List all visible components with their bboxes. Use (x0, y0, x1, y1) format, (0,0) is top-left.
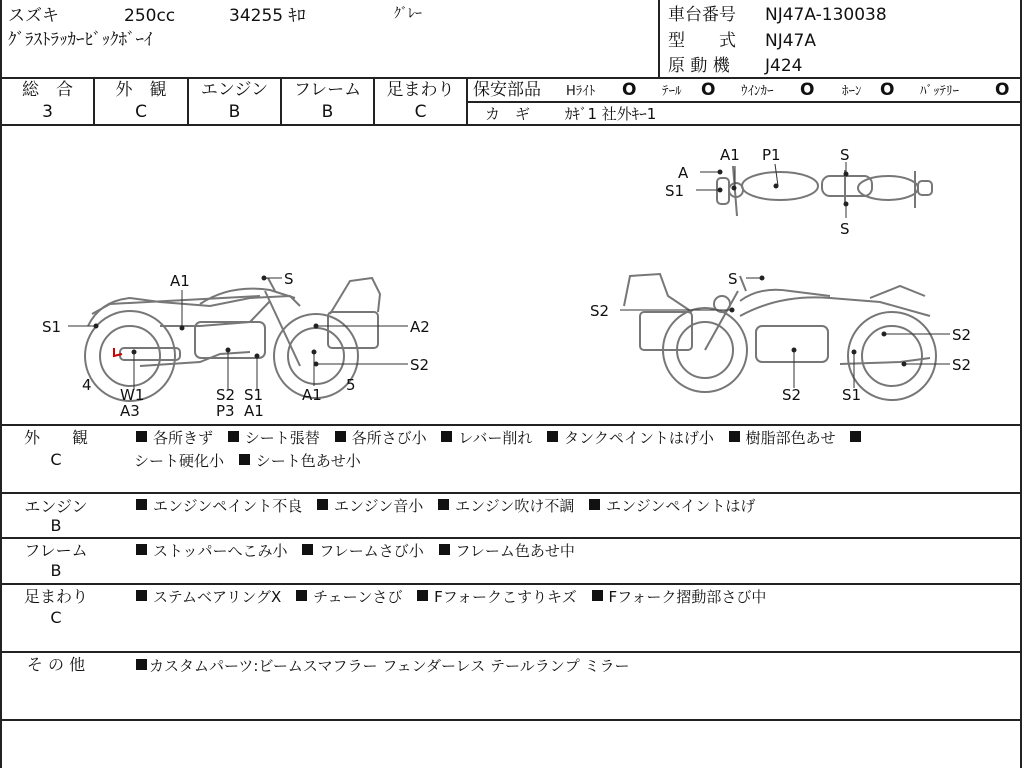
bike-left-view (85, 278, 380, 401)
remarks-rule (0, 719, 1022, 721)
label-left-a2: A2 (410, 318, 430, 336)
remark-items-other (136, 656, 629, 676)
remark-grade-suspension: C (50, 608, 62, 627)
remark-item: ストッパーへこみ小 (153, 542, 288, 560)
key-label: カ ギ (485, 105, 531, 123)
grade-label-overall: 総 合 (22, 80, 73, 100)
safety-mark: O (800, 80, 815, 100)
remark-item: フレーム色あせ中 (455, 542, 575, 560)
grade-label-engine: エンジン (200, 80, 269, 100)
engine-label: 原 動 機 (668, 56, 730, 76)
safety-item-winker: ｳｲﾝｶｰ (741, 84, 774, 99)
mileage: 34255 ｷﾛ (229, 6, 306, 26)
grade-divider (466, 78, 468, 125)
grade-label-suspension: 足まわり (386, 80, 455, 100)
label-left-4: 4 (82, 376, 92, 394)
remark-item: フレームさび小 (319, 542, 424, 560)
grade-value-engine: B (228, 102, 241, 122)
remark-item: シート張替 (244, 429, 320, 447)
grade-value-overall: 3 (42, 102, 53, 122)
remarks-rule (0, 537, 1022, 539)
grade-value-suspension: C (414, 102, 427, 122)
bike-right-view (624, 274, 936, 400)
label-top-a: A (678, 164, 689, 182)
label-right-s2-a: S2 (952, 326, 972, 344)
remark-items-suspension (136, 587, 766, 607)
remark-item: ステムベアリングX (153, 588, 282, 606)
remark-label-exterior: 外 観 (23, 428, 88, 447)
diagram-bottom-rule (0, 424, 1022, 426)
safety-mark: O (995, 80, 1010, 100)
bike-top-view (717, 166, 932, 216)
remarks-rule (0, 583, 1022, 585)
label-left-5: 5 (346, 376, 356, 394)
grade-value-exterior: C (135, 102, 147, 122)
safety-mark: O (622, 80, 637, 100)
safety-item-horn: ﾎｰﾝ (842, 84, 862, 99)
remark-item: シート色あせ小 (255, 452, 361, 470)
label-left-a3: A3 (120, 402, 140, 420)
remark-item: シート硬化小 (134, 452, 225, 470)
callout-lines (68, 162, 950, 390)
chassis-value: NJ47A-130038 (765, 5, 887, 25)
remark-item: カスタムパーツ:ビームスマフラー フェンダーレス テールランプ ミラー (149, 657, 630, 675)
label-left-s2: S2 (410, 356, 430, 374)
remarks-rule (0, 651, 1022, 653)
label-top-s: S (840, 146, 850, 164)
chassis-label: 車台番号 (668, 5, 736, 25)
key-value: ｶｷﾞ1 社外ｷｰ1 (565, 105, 657, 123)
remark-label-suspension: 足まわり (23, 587, 88, 606)
model-name: ｸﾞﾗｽﾄﾗｯｶｰﾋﾞｯｸﾎﾞｰｲ (8, 30, 153, 50)
safety-mark: O (880, 80, 895, 100)
safety-item-tail: ﾃｰﾙ (662, 84, 682, 99)
color: ｸﾞﾚｰ (394, 6, 422, 22)
label-right-s: S (728, 270, 738, 288)
remark-item: Fフォークこすりキズ (434, 588, 577, 606)
type-label: 型 式 (668, 31, 736, 51)
remark-label-engine: エンジン (24, 497, 88, 516)
label-left-p3: P3 (216, 402, 235, 420)
displacement: 250cc (124, 6, 176, 26)
label-right-s2-bottom: S2 (782, 386, 802, 404)
remark-item: 各所きず (153, 429, 214, 447)
remark-items-frame (136, 541, 575, 561)
remark-item: 各所さび小 (351, 429, 427, 447)
safety-item-battery: ﾊﾞｯﾃﾘｰ (920, 84, 959, 99)
remark-item: Fフォーク摺動部さび中 (608, 588, 767, 606)
type-value: NJ47A (765, 31, 816, 51)
remark-item: エンジン吹け不調 (455, 497, 575, 515)
label-left-s1: S1 (42, 318, 62, 336)
make: スズキ (8, 6, 59, 26)
grade-label-frame: フレーム (293, 80, 362, 100)
header-divider (658, 0, 660, 78)
remark-items-exterior-line2 (134, 451, 361, 471)
remark-grade-engine: B (50, 516, 62, 535)
safety-label: 保安部品 (473, 80, 541, 100)
remark-items-engine (136, 496, 755, 516)
label-top-p1: P1 (762, 146, 781, 164)
remark-label-frame: フレーム (24, 541, 88, 560)
engine-value: J424 (765, 56, 803, 76)
safety-item-headlight: Hﾗｲﾄ (566, 84, 596, 99)
label-top-s1: S1 (665, 182, 685, 200)
remark-item: エンジン音小 (334, 497, 424, 515)
label-top-a1: A1 (720, 146, 740, 164)
label-left-s1b: S1 (244, 386, 264, 404)
remark-item: チェーンさび (313, 588, 403, 606)
remark-items-exterior-line1 (136, 428, 867, 448)
remark-item: エンジンペイントはげ (606, 497, 756, 515)
remark-item: タンクペイントはげ小 (564, 429, 714, 447)
label-left-a1c: A1 (302, 386, 322, 404)
label-left-w1: W1 (120, 386, 145, 404)
remark-item: 樹脂部色あせ (745, 429, 836, 447)
remark-item: エンジンペイント不良 (153, 497, 303, 515)
remark-grade-exterior: C (50, 450, 62, 469)
label-right-s2-left: S2 (590, 302, 610, 320)
grade-label-exterior: 外 観 (115, 80, 167, 100)
safety-mark: O (701, 80, 716, 100)
header-bottom-rule (0, 77, 1022, 79)
label-top-s-bottom: S (840, 220, 850, 238)
label-left-s: S (284, 270, 294, 288)
label-right-s1-bottom: S1 (842, 386, 862, 404)
label-left-a1b: A1 (244, 402, 264, 420)
remark-item: レバー削れ (458, 429, 533, 447)
grade-value-frame: B (321, 102, 334, 122)
label-left-s2b: S2 (216, 386, 236, 404)
label-left-a1: A1 (170, 272, 190, 290)
remark-label-other: そ の 他 (26, 655, 86, 674)
remarks-rule (0, 492, 1022, 494)
motorcycle-damage-diagram (0, 126, 1020, 424)
label-right-s2-b: S2 (952, 356, 972, 374)
remark-grade-frame: B (50, 561, 62, 580)
